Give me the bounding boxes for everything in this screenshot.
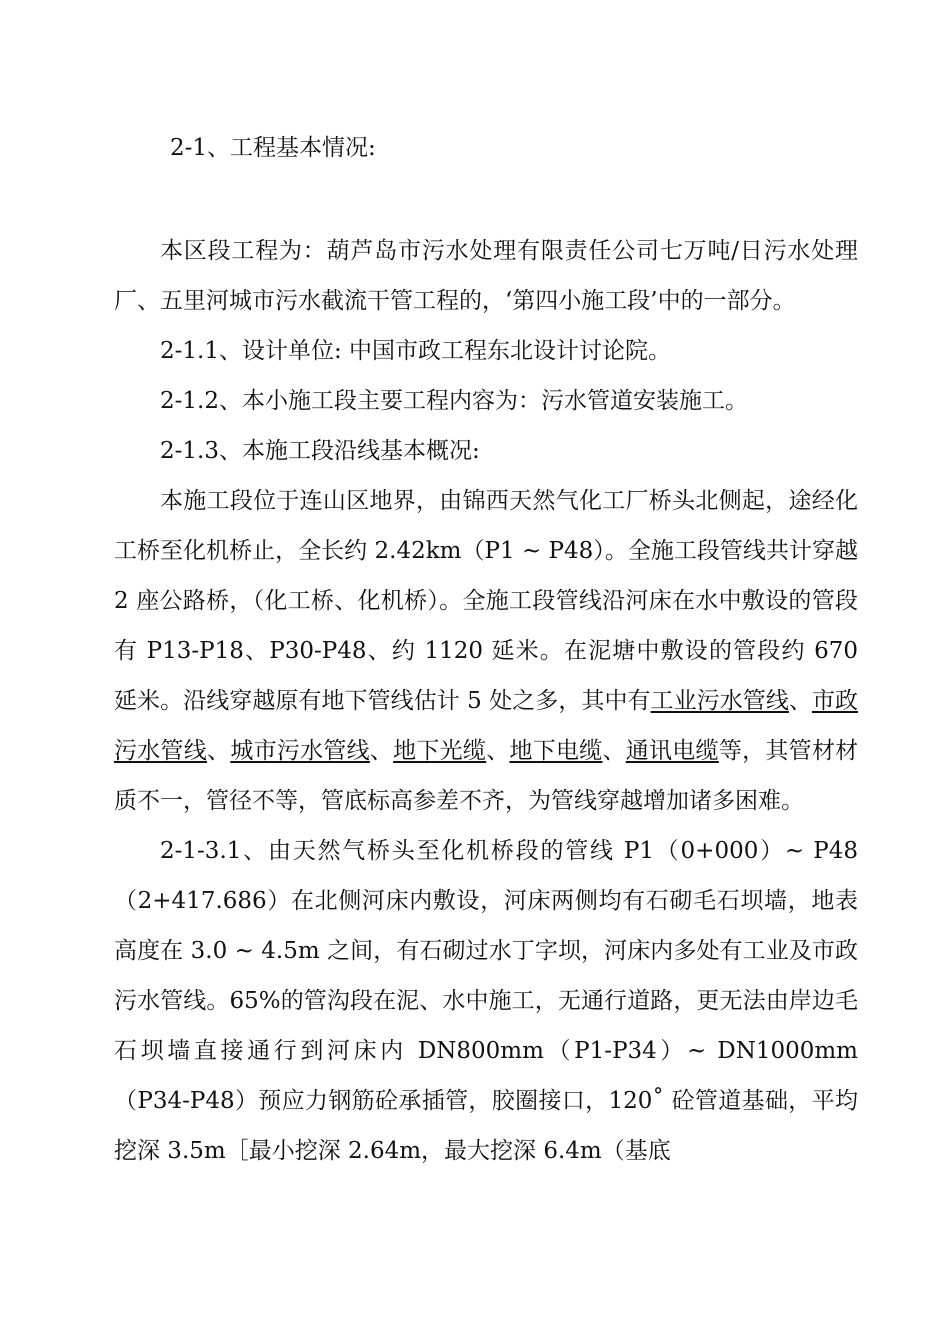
section-heading: 2-1、工程基本情况: [170, 135, 376, 161]
pipeline-telecom-cable: 通讯电缆 [625, 738, 719, 764]
pipeline-underground-power-cable: 地下电缆 [509, 738, 603, 764]
pipeline-industrial-sewage: 工业污水管线 [650, 688, 789, 714]
separator: 、 [788, 688, 812, 714]
paragraph-section-detail: 2-1-3.1、由天然气桥头至化机桥段的管线 P1（0+000）~ P48（2+417.686）在北侧河床内敷设，河床两侧均有石砌毛石坝墙，地表高度在 3.0 ~ 4.5m 之间，有石砌过水丁字坝，河床内多处有工业及市政污水管线。65%的管沟段在泥、水中施工，无通行道路，更无法由岸边毛石坝墙直接通行到河床内 DN800mm（P1-P34）~ DN1000mm（P34-P48）预应力钢筋砼承插管，胶圈接口，120˚ 砼管道基础，平均挖深 3.5m［最小挖深 2.64m，最大挖深 6.4m（基底 [114, 838, 858, 1164]
separator: 、 [207, 738, 231, 764]
pipeline-municipal-sewage: 市政污水管线 [114, 688, 859, 764]
paragraph-project-overview: 本区段工程为：葫芦岛市污水处理有限责任公司七万吨/日污水处理厂、五里河城市污水截流干管工程的，‘第四小施工段’中的一部分。 [114, 238, 858, 314]
pipeline-underground-optical-cable: 地下光缆 [393, 738, 487, 764]
paragraph-route-overview-heading: 2-1.3、本施工段沿线基本概况: [160, 438, 480, 464]
pipeline-city-sewage: 城市污水管线 [230, 738, 370, 764]
paragraph-route-description [114, 476, 858, 826]
route-description-outro: 等，其管材材质不一，管径不等，管底标高参差不齐，为管线穿越增加诸多困难。 [114, 738, 859, 814]
paragraph-main-content: 2-1.2、本小施工段主要工程内容为：污水管道安装施工。 [160, 388, 748, 414]
paragraph-design-unit: 2-1.1、设计单位: 中国市政工程东北设计讨论院。 [160, 338, 672, 364]
separator: 、 [369, 738, 394, 764]
route-description-intro: 本施工段位于连山区地界，由锦西天然气化工厂桥头北侧起，途经化工桥至化机桥止，全长约 2.42km（P1 ~ P48）。全施工段管线共计穿越 2 座公路桥，（化工桥、化机桥）。全施工段管线沿河床在水中敷设的管段有 P13-P18、P30-P48、约 1120 延米。在泥塘中敷设的管段约 670 延米。沿线穿越原有地下管线估计 5 处之多，其中有 [114, 488, 858, 714]
separator: 、 [602, 738, 626, 764]
separator: 、 [486, 738, 510, 764]
document-body [114, 226, 858, 1176]
